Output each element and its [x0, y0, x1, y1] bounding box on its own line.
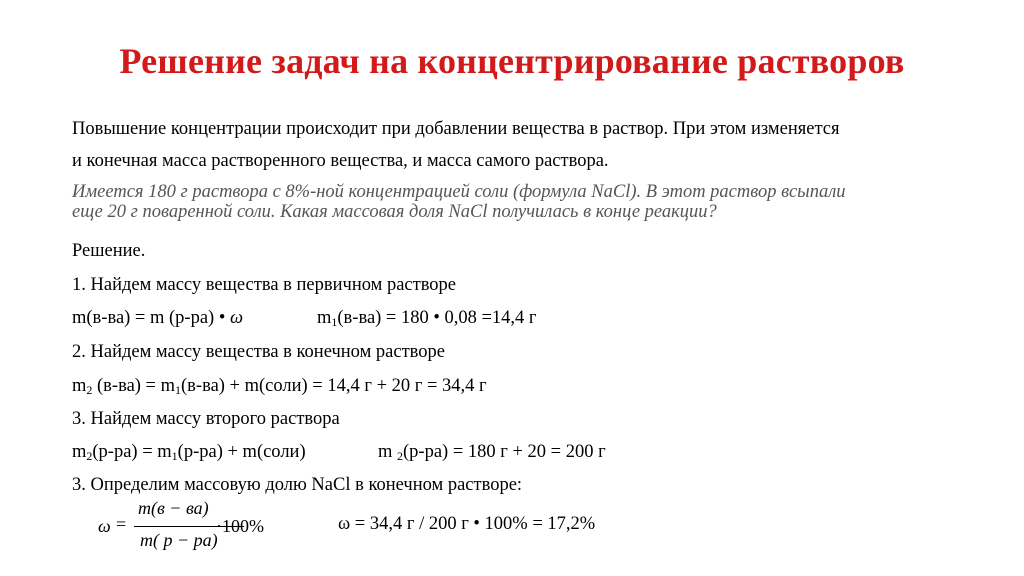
formula-multiplier: ·100% — [216, 516, 264, 536]
step2-b: (в-ва) = m — [92, 376, 176, 396]
step2-heading: 2. Найдем массу вещества в конечном растворе — [72, 342, 445, 362]
step1-formula-left-text: m(в-ва) = m (р-ра) • — [72, 308, 230, 328]
step1-calc: (в-ва) = 180 • 0,08 =14,4 г — [337, 308, 537, 328]
step3-sub1: 2 — [86, 449, 93, 463]
task-line-1: Имеется 180 г раствора с 8%-ной концентрацией соли (формула NaCl). В этот раствор всыпали — [72, 182, 846, 202]
intro-line-1: Повышение концентрации происходит при добавлении вещества в раствор. При этом изменяется — [72, 119, 840, 139]
step1-formula-right — [317, 307, 537, 329]
step3-c: (р-ра) + m(соли) — [177, 442, 306, 462]
task-text — [72, 182, 952, 222]
step4-result: ω = 34,4 г / 200 г • 100% = 17,2% — [338, 514, 596, 534]
step3-e: (р-ра) = 180 г + 20 = 200 г — [403, 442, 606, 462]
formula-numerator: m(в − ва) — [138, 498, 209, 518]
mass-fraction-formula — [98, 498, 288, 558]
step3-sub3: 2 — [397, 449, 404, 463]
task-line-2: еще 20 г поваренной соли. Какая массовая доля NaCl получилась в конце реакции? — [72, 202, 717, 222]
formula-denominator: m( р − ра) — [140, 530, 218, 550]
formula-equals: = — [116, 514, 127, 534]
solution-label: Решение. — [72, 241, 146, 261]
step3-heading: 3. Найдем массу второго раствора — [72, 409, 340, 429]
step3-a: m — [72, 442, 87, 462]
step2-formula — [72, 375, 487, 397]
formula-omega: ω — [98, 516, 111, 536]
step1-formula-left — [72, 307, 243, 329]
step1-m: m — [317, 308, 332, 328]
slide-title: Решение задач на концентрирование растворов — [119, 41, 905, 81]
intro-line-2: и конечная масса растворенного вещества, и масса самого раствора. — [72, 151, 609, 171]
step4-heading: 3. Определим массовую долю NaCl в конечном растворе: — [72, 475, 523, 495]
step2-a: m — [72, 376, 87, 396]
omega-symbol: ω — [229, 308, 243, 328]
step3-b: (р-ра) = m — [92, 442, 172, 462]
step1-heading: 1. Найдем массу вещества в первичном растворе — [72, 275, 457, 295]
step2-c: (в-ва) + m(соли) = 14,4 г + 20 г = 34,4 г — [181, 376, 487, 396]
step3-d: m — [378, 442, 398, 462]
step1-sub: 1 — [331, 315, 338, 329]
step3-sub2: 1 — [171, 449, 178, 463]
step2-sub1: 2 — [86, 383, 93, 397]
step3-formula-right — [378, 441, 606, 463]
step2-sub2: 1 — [175, 383, 182, 397]
step3-formula-left — [72, 441, 306, 463]
